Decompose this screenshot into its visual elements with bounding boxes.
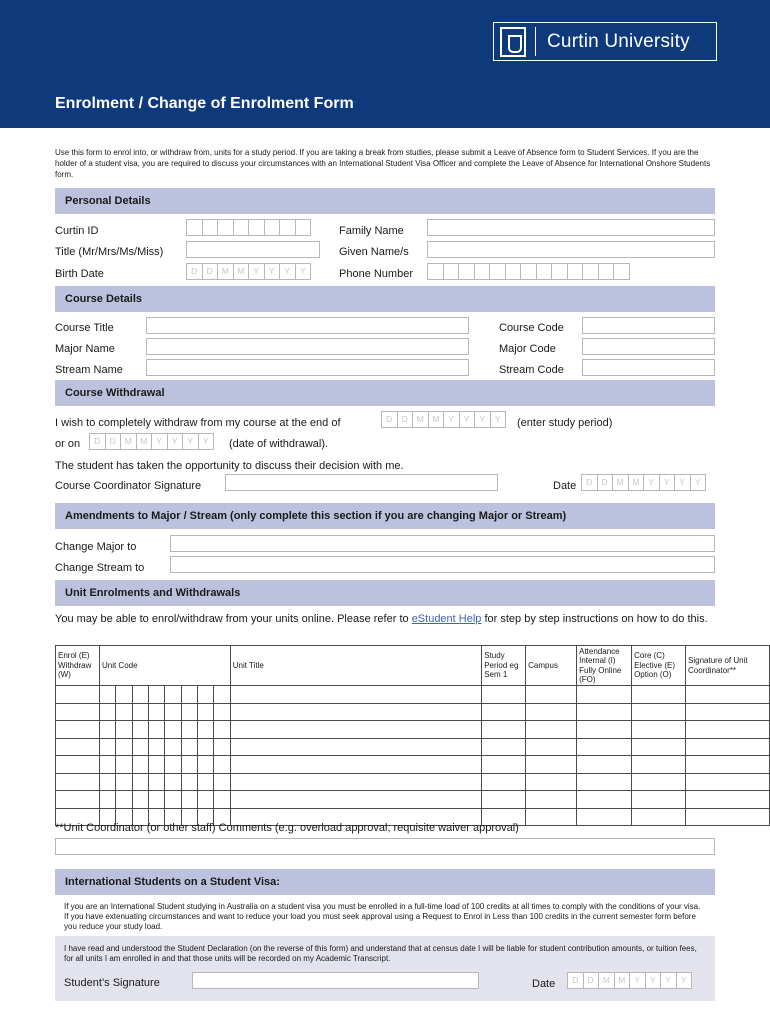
table-cell[interactable] [632, 791, 686, 809]
unit-code-char-box[interactable] [197, 686, 213, 703]
table-row [56, 791, 770, 809]
unit-code-char-box[interactable] [100, 756, 115, 773]
family-name-field[interactable] [427, 219, 715, 236]
stream-code-field[interactable] [582, 359, 715, 376]
intro-text: Use this form to enrol into, or withdraw from, units for a study period. If you are taking a break from studies, please submit a Leave of Absence form to Student Services. If you are the holder of a student visa, you are required to discuss your circumstances with an International Student Visa Officer and complete the Leave of Absence for International Onshore Students form. [55, 148, 711, 179]
char-box[interactable] [264, 219, 281, 236]
unit-code-char-box[interactable] [132, 721, 148, 738]
online-enrol-note: You may be able to enrol/withdraw from your units online. Please refer to eStudent Help for step by step instructions on how to do this. [55, 613, 708, 625]
char-box[interactable]: M [628, 474, 645, 491]
char-box[interactable]: Y [182, 433, 199, 450]
unit-code-char-box[interactable] [197, 774, 213, 791]
header-banner [0, 0, 770, 128]
table-row [56, 773, 770, 791]
table-cell[interactable] [526, 686, 577, 704]
char-box[interactable] [233, 219, 250, 236]
unit-code-char-box[interactable] [181, 739, 197, 756]
unit-code-char-box[interactable] [181, 756, 197, 773]
char-box[interactable] [551, 263, 568, 280]
unit-code-char-box[interactable] [181, 704, 197, 721]
unit-table [55, 645, 770, 826]
char-box[interactable]: D [583, 972, 600, 989]
table-cell[interactable] [482, 756, 526, 774]
char-box[interactable]: M [412, 411, 429, 428]
university-logo [493, 22, 717, 61]
char-box[interactable]: Y [643, 474, 660, 491]
unit-code-char-box[interactable] [100, 721, 115, 738]
char-box[interactable]: Y [490, 411, 507, 428]
stream-name-label: Stream Name [55, 364, 123, 376]
change-stream-field[interactable] [170, 556, 715, 573]
unit-code-char-box[interactable] [100, 739, 115, 756]
unit-code-char-box[interactable] [164, 721, 180, 738]
unit-code-char-box[interactable] [148, 686, 164, 703]
table-row [56, 686, 770, 704]
table-cell[interactable] [577, 703, 632, 721]
char-box[interactable]: Y [629, 972, 646, 989]
char-box[interactable]: Y [198, 433, 215, 450]
col-unit-code: Unit Code [99, 646, 230, 686]
char-box[interactable] [582, 263, 599, 280]
or-on-label: or on [55, 438, 81, 450]
unit-code-char-box[interactable] [132, 704, 148, 721]
unit-code-char-box[interactable] [132, 791, 148, 808]
table-cell[interactable] [482, 791, 526, 809]
table-cell[interactable] [482, 686, 526, 704]
discussed-statement: The student has taken the opportunity to discuss their decision with me. [55, 460, 404, 472]
unit-code-char-box[interactable] [197, 791, 213, 808]
unit-code-cell[interactable] [99, 791, 230, 809]
curtin-id-label: Curtin ID [55, 225, 99, 237]
table-row [56, 738, 770, 756]
char-box[interactable]: Y [279, 263, 296, 280]
table-cell[interactable] [482, 738, 526, 756]
section-course-withdrawal: Course Withdrawal [55, 380, 715, 406]
char-box[interactable] [427, 263, 444, 280]
table-cell[interactable] [632, 808, 686, 826]
table-cell[interactable] [230, 721, 481, 739]
unit-code-char-box[interactable] [100, 774, 115, 791]
table-cell[interactable] [230, 791, 481, 809]
unit-code-cell[interactable] [99, 738, 230, 756]
unit-code-char-box[interactable] [100, 791, 115, 808]
stream-code-label: Stream Code [499, 364, 564, 376]
title-label: Title (Mr/Mrs/Ms/Miss) [55, 246, 164, 258]
table-cell[interactable] [526, 721, 577, 739]
unit-code-cell[interactable] [99, 721, 230, 739]
char-box[interactable] [443, 263, 460, 280]
family-name-label: Family Name [339, 225, 404, 237]
unit-code-cell[interactable] [99, 686, 230, 704]
table-cell[interactable] [230, 703, 481, 721]
coordinator-signature-field[interactable] [225, 474, 498, 491]
table-cell[interactable] [526, 791, 577, 809]
unit-code-char-box[interactable] [213, 774, 229, 791]
table-cell[interactable] [632, 721, 686, 739]
col-core: Core (C) Elective (E) Option (O) [632, 646, 686, 686]
char-box[interactable]: D [597, 474, 614, 491]
unit-code-char-box[interactable] [213, 739, 229, 756]
table-cell[interactable] [632, 756, 686, 774]
unit-code-char-box[interactable] [197, 721, 213, 738]
table-cell[interactable] [56, 791, 100, 809]
unit-code-char-box[interactable] [115, 739, 131, 756]
unit-code-char-box[interactable] [115, 686, 131, 703]
change-major-label: Change Major to [55, 541, 137, 553]
birth-date-boxes[interactable] [186, 263, 311, 280]
char-box[interactable] [295, 219, 312, 236]
char-box[interactable]: D [186, 263, 203, 280]
university-name: Curtin University [547, 30, 690, 52]
char-box[interactable] [489, 263, 506, 280]
table-cell[interactable] [526, 703, 577, 721]
table-cell[interactable] [526, 773, 577, 791]
char-box[interactable] [598, 263, 615, 280]
char-box[interactable]: M [598, 972, 615, 989]
unit-code-char-box[interactable] [213, 704, 229, 721]
char-box[interactable] [279, 219, 296, 236]
table-cell[interactable] [482, 773, 526, 791]
unit-code-cell[interactable] [99, 773, 230, 791]
table-cell[interactable] [56, 738, 100, 756]
char-box[interactable]: Y [474, 411, 491, 428]
col-signature: Signature of Unit Coordinator** [686, 646, 770, 686]
char-box[interactable]: M [136, 433, 153, 450]
section-personal-details: Personal Details [55, 188, 715, 214]
student-date-label: Date [532, 978, 556, 990]
table-row [56, 721, 770, 739]
unit-code-char-box[interactable] [115, 721, 131, 738]
char-box[interactable]: M [217, 263, 234, 280]
char-box[interactable] [505, 263, 522, 280]
char-box[interactable]: Y [690, 474, 707, 491]
table-cell[interactable] [577, 756, 632, 774]
course-code-field[interactable] [582, 317, 715, 334]
comments-field[interactable] [55, 838, 715, 855]
course-title-field[interactable] [146, 317, 469, 334]
unit-code-char-box[interactable] [213, 721, 229, 738]
char-box[interactable]: D [202, 263, 219, 280]
unit-code-char-box[interactable] [197, 756, 213, 773]
given-names-label: Given Name/s [339, 246, 409, 258]
col-study-period: Study Period eg Sem 1 [482, 646, 526, 686]
char-box[interactable] [536, 263, 553, 280]
char-box[interactable]: Y [443, 411, 460, 428]
student-signature-label: Student’s Signature [64, 977, 160, 989]
unit-code-char-box[interactable] [148, 721, 164, 738]
table-cell[interactable] [482, 721, 526, 739]
given-names-field[interactable] [427, 241, 715, 258]
char-box[interactable]: Y [167, 433, 184, 450]
table-cell[interactable] [56, 773, 100, 791]
unit-code-char-box[interactable] [148, 756, 164, 773]
col-enrol: Enrol (E) Withdraw (W) [56, 646, 100, 686]
student-signature-field[interactable] [192, 972, 479, 989]
crest-icon [500, 27, 526, 57]
unit-code-char-box[interactable] [164, 704, 180, 721]
table-cell[interactable] [56, 686, 100, 704]
international-text: If you are an International Student studying in Australia on a student visa you must be enrolled in a full-time load of 100 credits at all times to comply with the conditions of your visa. If you have extenuating circumstances and want to reduce your load you must seek approval using a Request to Enrol in Less than 100 credits in the current semester form before you reduce your study load. [64, 902, 701, 931]
unit-code-char-box[interactable] [164, 686, 180, 703]
table-cell[interactable] [577, 773, 632, 791]
student-date-boxes[interactable] [567, 972, 692, 989]
char-box[interactable] [202, 219, 219, 236]
coordinator-date-boxes[interactable] [581, 474, 706, 491]
char-box[interactable] [567, 263, 584, 280]
char-box[interactable] [458, 263, 475, 280]
table-cell[interactable] [686, 808, 770, 826]
unit-code-cell[interactable] [99, 756, 230, 774]
coordinator-signature-label: Course Coordinator Signature [55, 480, 202, 492]
table-header-row [56, 646, 770, 686]
table-cell[interactable] [632, 738, 686, 756]
unit-code-char-box[interactable] [181, 791, 197, 808]
unit-code-char-box[interactable] [115, 791, 131, 808]
unit-code-char-box[interactable] [100, 704, 115, 721]
table-cell[interactable] [632, 773, 686, 791]
char-box[interactable]: Y [295, 263, 312, 280]
curtin-id-boxes[interactable] [186, 219, 311, 236]
table-cell[interactable] [686, 721, 770, 739]
char-box[interactable]: Y [660, 972, 677, 989]
enter-study-period-label: (enter study period) [517, 417, 613, 429]
course-code-label: Course Code [499, 322, 564, 334]
major-name-field[interactable] [146, 338, 469, 355]
unit-code-char-box[interactable] [148, 791, 164, 808]
title-field[interactable] [186, 241, 320, 258]
table-cell[interactable] [526, 808, 577, 826]
declaration-text: I have read and understood the Student Declaration (on the reverse of this form) and understand that at census date I will be liable for student contribution amounts, or tuition fees, for all units I am enrolled in and that those units will be recorded on my Academic Transcript. [64, 944, 697, 963]
logo-divider [535, 27, 536, 56]
table-cell[interactable] [686, 791, 770, 809]
char-box[interactable] [217, 219, 234, 236]
char-box[interactable]: Y [676, 972, 693, 989]
withdraw-date-boxes[interactable] [89, 433, 214, 450]
phone-label: Phone Number [339, 268, 413, 280]
section-international: International Students on a Student Visa: [55, 869, 715, 895]
unit-code-char-box[interactable] [213, 686, 229, 703]
unit-code-char-box[interactable] [148, 774, 164, 791]
change-major-field[interactable] [170, 535, 715, 552]
unit-code-char-box[interactable] [181, 686, 197, 703]
major-name-label: Major Name [55, 343, 115, 355]
char-box[interactable]: D [397, 411, 414, 428]
table-cell[interactable] [686, 756, 770, 774]
unit-code-char-box[interactable] [115, 704, 131, 721]
char-box[interactable]: Y [674, 474, 691, 491]
char-box[interactable]: D [381, 411, 398, 428]
estudent-help-link[interactable]: eStudent Help [411, 613, 482, 625]
unit-code-char-box[interactable] [132, 739, 148, 756]
char-box[interactable]: Y [151, 433, 168, 450]
char-box[interactable]: Y [264, 263, 281, 280]
char-box[interactable]: Y [659, 474, 676, 491]
withdraw-period-boxes[interactable] [381, 411, 506, 428]
char-box[interactable]: Y [645, 972, 662, 989]
stream-name-field[interactable] [146, 359, 469, 376]
unit-code-char-box[interactable] [100, 686, 115, 703]
major-code-label: Major Code [499, 343, 556, 355]
unit-code-char-box[interactable] [132, 774, 148, 791]
char-box[interactable]: M [612, 474, 629, 491]
char-box[interactable]: D [105, 433, 122, 450]
table-cell[interactable] [632, 703, 686, 721]
course-title-label: Course Title [55, 322, 114, 334]
char-box[interactable]: D [89, 433, 106, 450]
table-cell[interactable] [577, 721, 632, 739]
section-course-details: Course Details [55, 286, 715, 312]
unit-code-char-box[interactable] [164, 756, 180, 773]
unit-code-char-box[interactable] [132, 756, 148, 773]
char-box[interactable]: Y [459, 411, 476, 428]
char-box[interactable] [474, 263, 491, 280]
char-box[interactable] [520, 263, 537, 280]
table-cell[interactable] [526, 738, 577, 756]
unit-code-cell[interactable] [99, 703, 230, 721]
section-unit-enrolments: Unit Enrolments and Withdrawals [55, 580, 715, 606]
char-box[interactable]: M [428, 411, 445, 428]
table-cell[interactable] [230, 738, 481, 756]
table-cell[interactable] [577, 686, 632, 704]
table-row [56, 756, 770, 774]
unit-code-char-box[interactable] [213, 756, 229, 773]
char-box[interactable]: M [233, 263, 250, 280]
unit-code-char-box[interactable] [148, 739, 164, 756]
col-unit-title: Unit Title [230, 646, 481, 686]
char-box[interactable]: Y [248, 263, 265, 280]
char-box[interactable] [248, 219, 265, 236]
unit-code-char-box[interactable] [148, 704, 164, 721]
unit-code-char-box[interactable] [132, 686, 148, 703]
table-cell[interactable] [230, 773, 481, 791]
char-box[interactable]: M [614, 972, 631, 989]
table-cell[interactable] [230, 756, 481, 774]
char-box[interactable]: M [120, 433, 137, 450]
unit-code-char-box[interactable] [181, 721, 197, 738]
change-stream-label: Change Stream to [55, 562, 145, 574]
table-cell[interactable] [577, 738, 632, 756]
date-of-withdrawal-label: (date of withdrawal). [229, 438, 329, 450]
phone-boxes[interactable] [427, 263, 630, 280]
char-box[interactable]: D [567, 972, 584, 989]
form-title: Enrolment / Change of Enrolment Form [55, 95, 354, 112]
withdraw-end-label: I wish to completely withdraw from my course at the end of [55, 417, 341, 429]
unit-code-char-box[interactable] [197, 739, 213, 756]
table-cell[interactable] [230, 686, 481, 704]
table-cell[interactable] [56, 703, 100, 721]
unit-code-char-box[interactable] [164, 791, 180, 808]
withdrawal-date-label: Date [553, 480, 577, 492]
birth-date-label: Birth Date [55, 268, 104, 280]
table-cell[interactable] [526, 756, 577, 774]
col-campus: Campus [526, 646, 577, 686]
comments-label: **Unit Coordinator (or other staff) Comments (e.g. overload approval, requisite waiver approval) [55, 822, 519, 834]
unit-code-char-box[interactable] [213, 791, 229, 808]
table-cell[interactable] [577, 791, 632, 809]
table-cell[interactable] [482, 703, 526, 721]
table-cell[interactable] [56, 721, 100, 739]
section-amendments: Amendments to Major / Stream (only complete this section if you are changing Major or Stream) [55, 503, 715, 529]
char-box[interactable] [186, 219, 203, 236]
unit-code-char-box[interactable] [164, 739, 180, 756]
table-cell[interactable] [686, 738, 770, 756]
table-cell[interactable] [686, 686, 770, 704]
col-attendance: Attendance Internal (I) Fully Online (FO) [577, 646, 632, 686]
char-box[interactable]: D [581, 474, 598, 491]
table-cell[interactable] [56, 756, 100, 774]
unit-code-char-box[interactable] [164, 774, 180, 791]
table-cell[interactable] [686, 773, 770, 791]
unit-code-char-box[interactable] [181, 774, 197, 791]
unit-code-char-box[interactable] [115, 756, 131, 773]
major-code-field[interactable] [582, 338, 715, 355]
table-cell[interactable] [632, 686, 686, 704]
char-box[interactable] [613, 263, 630, 280]
table-cell[interactable] [577, 808, 632, 826]
unit-code-char-box[interactable] [115, 774, 131, 791]
table-row [56, 703, 770, 721]
unit-code-char-box[interactable] [197, 704, 213, 721]
table-cell[interactable] [686, 703, 770, 721]
